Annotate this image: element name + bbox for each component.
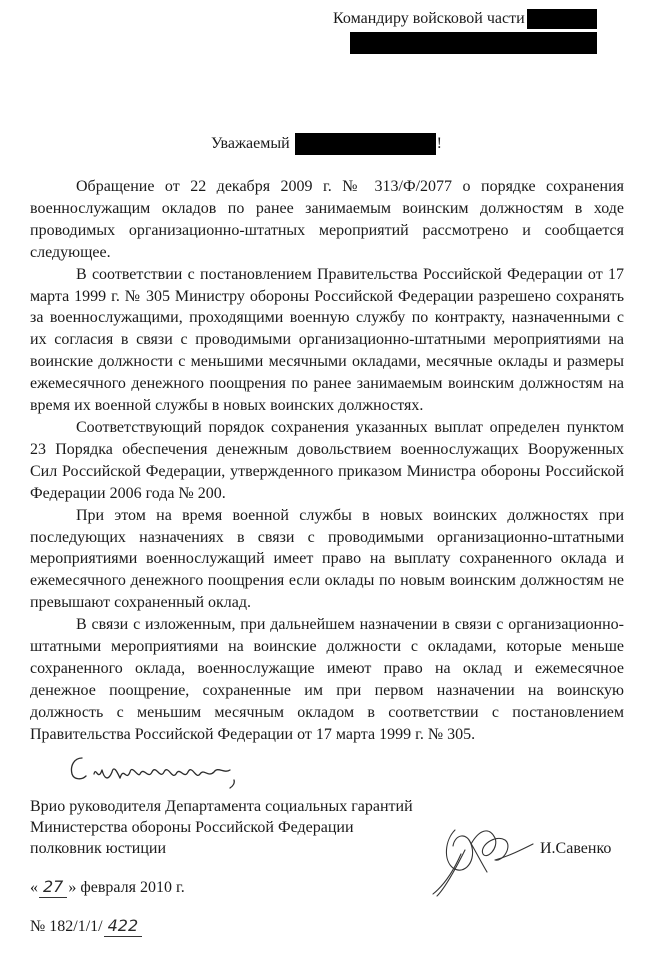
redacted-addressee-name bbox=[350, 32, 597, 54]
salutation-end-mark: ! bbox=[436, 135, 442, 152]
handwritten-closing bbox=[68, 752, 248, 792]
body-paragraph: При этом на время военной службы в новых воинских должностях при последующих назначениях в связи с проводимыми организационно-штатными мероприятиями военнослужащий имеет право на выплату сохраненного оклада и ежемесячного денежного поощрения если оклады по новым воинским должностям не превышают сохраненный оклад. bbox=[30, 506, 624, 612]
addressee bbox=[333, 8, 597, 30]
signature-title-line: Министерства обороны Российской Федерации bbox=[30, 819, 354, 836]
letter-body bbox=[30, 176, 624, 746]
signature-title-line: Врио руководителя Департамента социальных гарантий bbox=[30, 798, 413, 815]
date-day-handwritten: 27 bbox=[39, 876, 67, 898]
body-paragraph: Соответствующий порядок сохранения указанных выплат определен пунктом 23 Порядка обеспечения денежным довольствием военнослужащих Вооруженных Сил Российской Федерации, утвержденного приказом Министра обороны Российской Федерации 2006 года № 200. bbox=[30, 418, 624, 502]
signer-name: И.Савенко bbox=[540, 840, 612, 857]
date-open-quote: « bbox=[30, 879, 38, 896]
reference-prefix: № 182/1/1/ bbox=[30, 918, 103, 935]
redacted-unit-number bbox=[527, 9, 597, 29]
date-line bbox=[30, 876, 185, 898]
signature-title-line: полковник юстиции bbox=[30, 840, 167, 857]
date-close-quote: » bbox=[68, 879, 77, 896]
salutation-greeting: Уважаемый bbox=[211, 135, 290, 152]
body-paragraph: В соответствии с постановлением Правительства Российской Федерации от 17 марта 1999 г. № 305 Министру обороны Российской Федерации разрешено сохранять за военнослужащими, проходящими военную службу по контракту, назначенными с их согласия в связи с проводимыми организационно-штатными мероприятиями на воинские должности с меньшими месячными окладами, месячные оклады и размеры ежемесячного денежного поощрения по ранее занимаемым воинским должностям на время их военной службы в новых воинских должностях. bbox=[30, 265, 624, 415]
addressee-line: Командиру войсковой части bbox=[333, 10, 525, 27]
reference-number bbox=[30, 915, 143, 937]
handwritten-signature bbox=[425, 810, 537, 900]
salutation bbox=[211, 133, 442, 155]
body-paragraph: В связи с изложенным, при дальнейшем назначении в связи с организационно-штатными мероприятиями на воинские должности с окладами, которые меньше сохраненного оклада, военнослужащие имеют право на оклад и ежемесячное денежное поощрение, сохраненные им при первом назначении на воинскую должность с меньшим месячным окладом в соответствии с постановлением Правительства Российской Федерации от 17 марта 1999 г. № 305. bbox=[30, 616, 624, 743]
body-paragraph: Обращение от 22 декабря 2009 г. № 313/Ф/2077 о порядке сохранения военнослужащим окладов по ранее занимаемым воинским должностям в ходе проводимых организационно-штатных мероприятий рассмотрено и сообщается следующее. bbox=[30, 178, 624, 261]
signature-block bbox=[30, 796, 413, 859]
reference-handwritten-number: 422 bbox=[104, 915, 143, 937]
date-month-year: февраля 2010 г. bbox=[80, 879, 185, 896]
redacted-recipient-name bbox=[295, 133, 436, 155]
